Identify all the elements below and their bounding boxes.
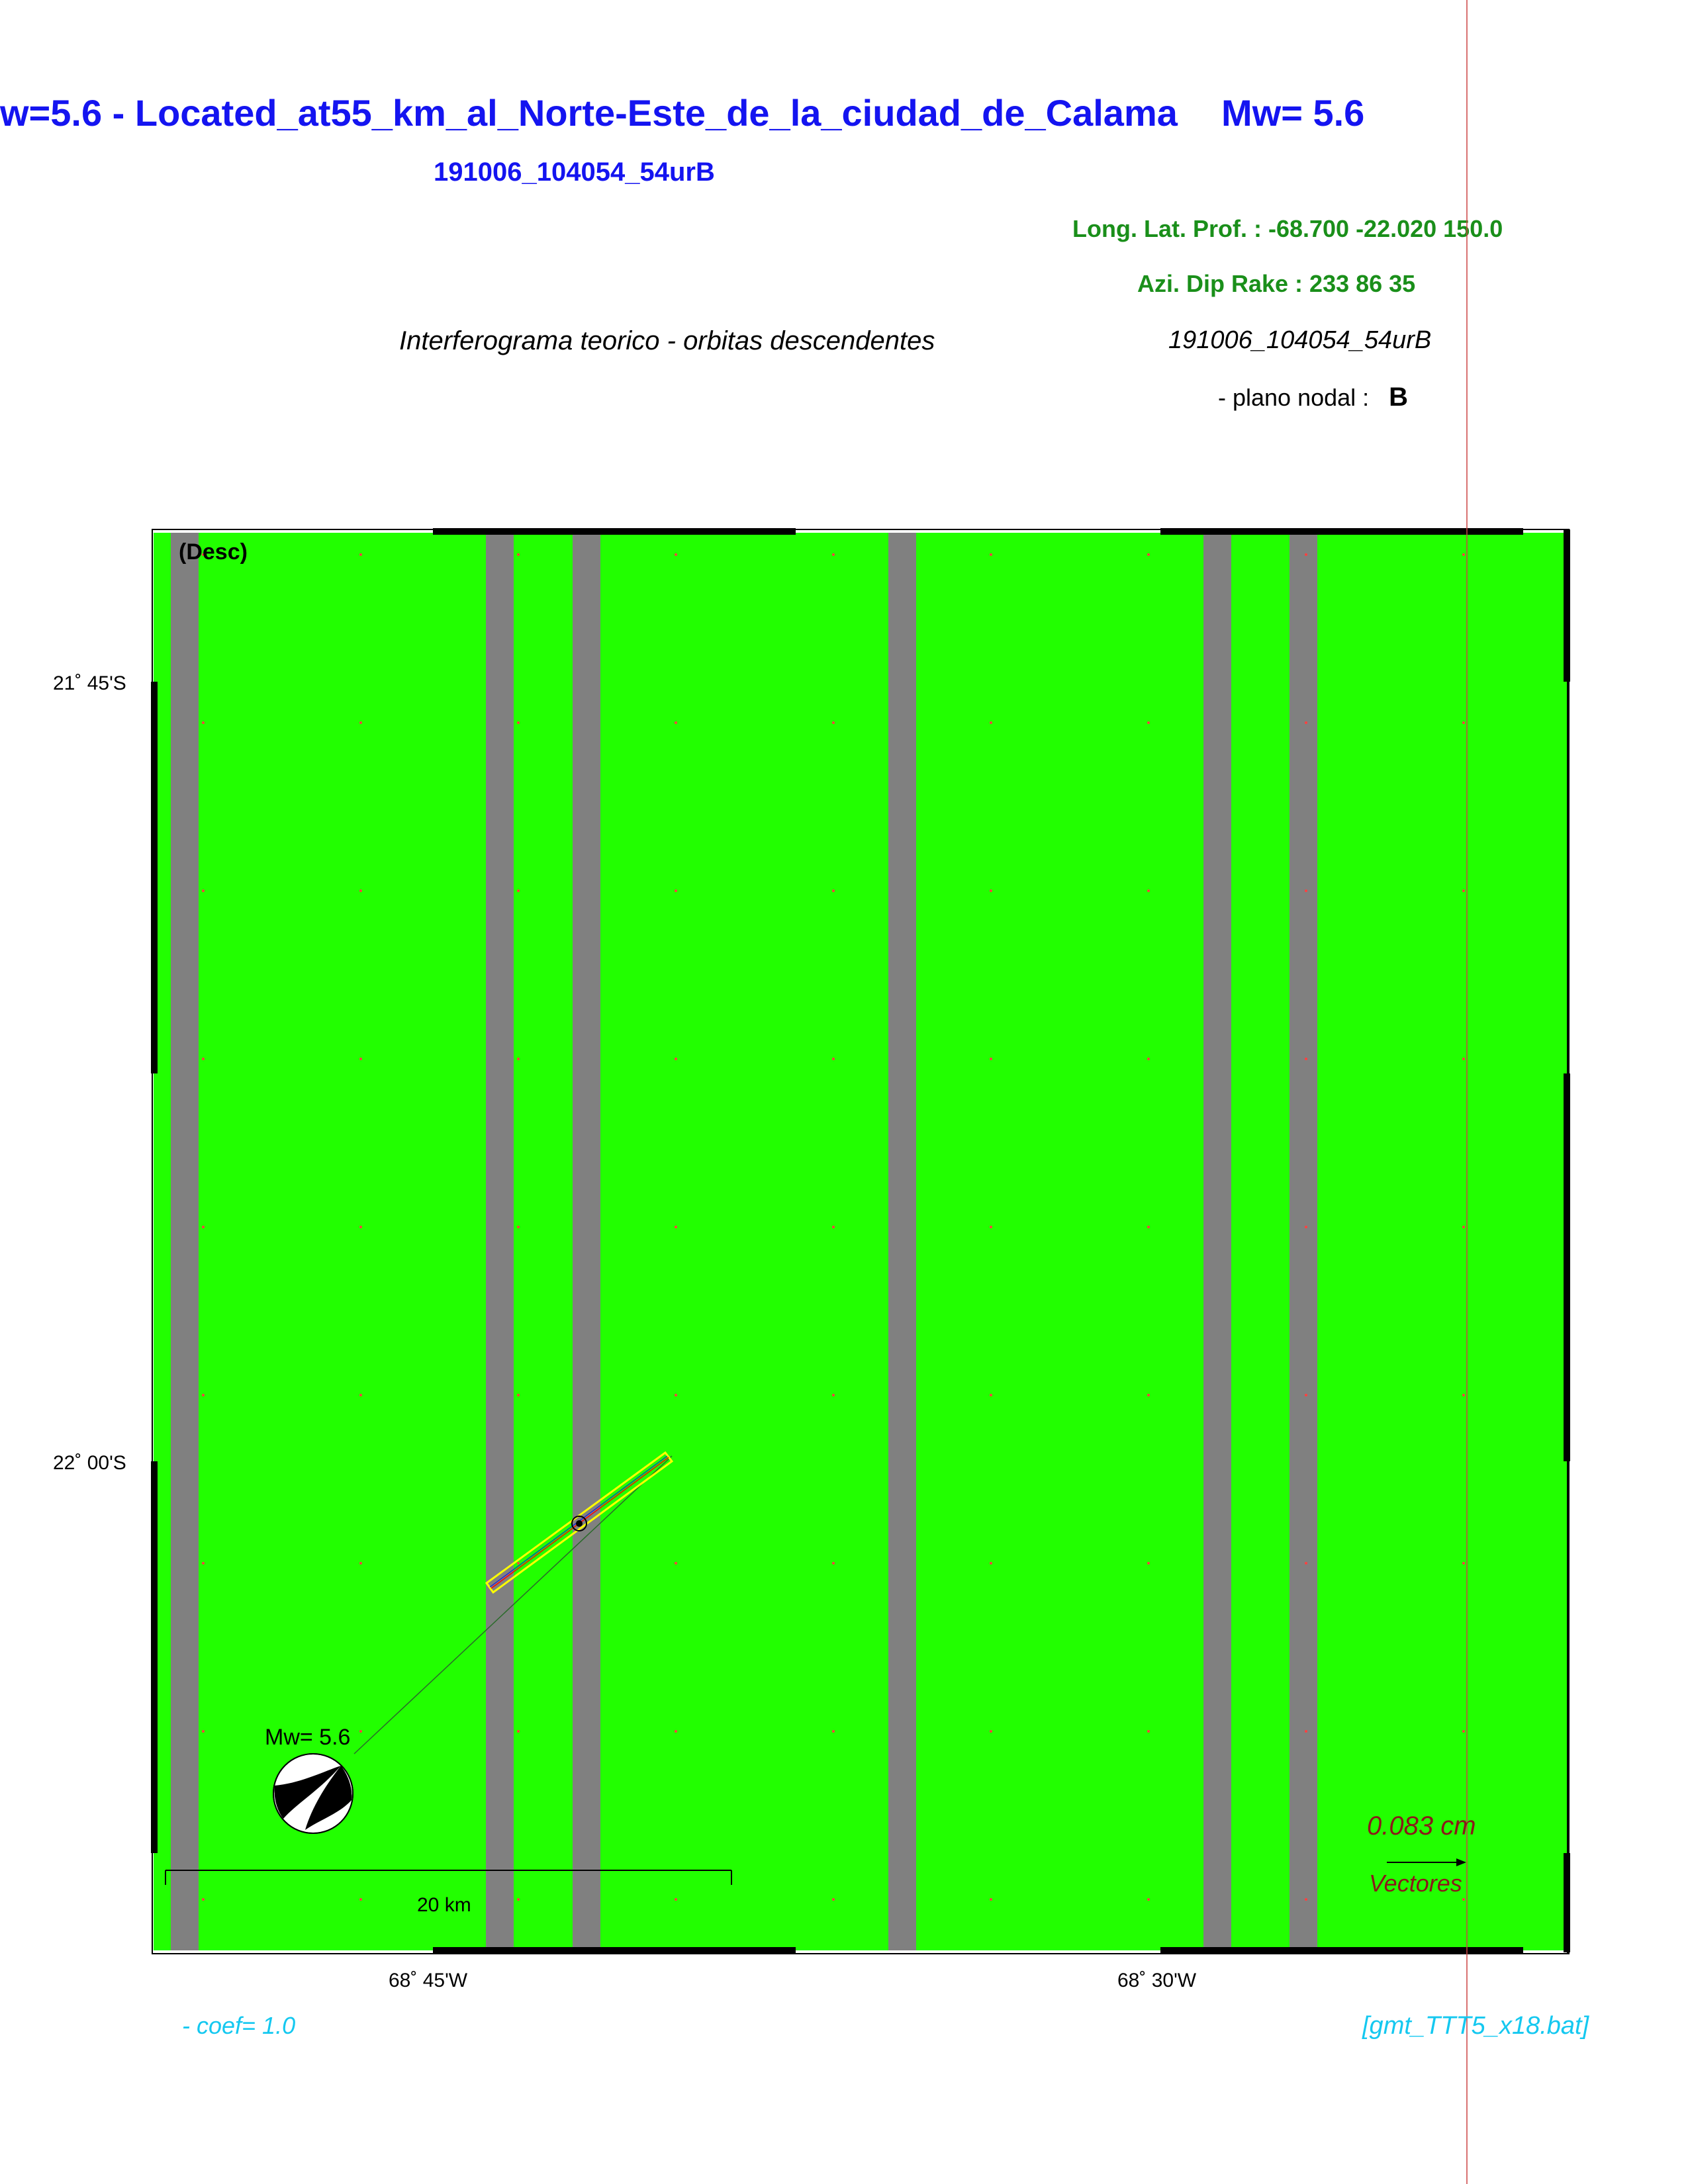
grid-dot: [675, 1730, 677, 1733]
grid-dot: [202, 889, 205, 892]
vector-label: Vectores: [1369, 1870, 1462, 1897]
grid-dot: [202, 1394, 205, 1396]
lon-label-right: 68˚ 30'W: [1117, 1970, 1197, 1991]
grid-dot: [675, 889, 677, 892]
coef-label: - coef= 1.0: [182, 2012, 296, 2039]
grid-dot: [359, 553, 362, 556]
grid-dot: [359, 889, 362, 892]
grid-dot: [202, 1730, 205, 1733]
grid-dot: [832, 889, 835, 892]
lat-label-bottom: 22˚ 00'S: [53, 1452, 126, 1474]
grid-dot: [1305, 1058, 1307, 1060]
fringe-band: [1289, 533, 1317, 1950]
grid-dot: [1462, 553, 1465, 556]
hypocenter-coordinates: Long. Lat. Prof. : -68.700 -22.020 150.0: [1072, 215, 1503, 242]
grid-dot: [832, 1058, 835, 1060]
grid-dot: [359, 1058, 362, 1060]
grid-dot: [1462, 889, 1465, 892]
grid-dot: [517, 889, 520, 892]
grid-dot: [517, 1058, 520, 1060]
grid-dot: [990, 1898, 992, 1901]
plot-title: Interferograma teorico - orbitas descendentes: [399, 326, 935, 355]
grid-dot: [990, 553, 992, 556]
grid-dot: [359, 1730, 362, 1733]
grid-dot: [675, 1226, 677, 1228]
fringe-band: [1203, 533, 1231, 1950]
grid-dot: [1147, 1394, 1150, 1396]
grid-dot: [517, 1730, 520, 1733]
grid-dot: [517, 721, 520, 724]
fringe-band: [888, 533, 916, 1950]
grid-dot: [1462, 1058, 1465, 1060]
grid-dot: [517, 553, 520, 556]
grid-dot: [359, 1394, 362, 1396]
grid-dot: [359, 1898, 362, 1901]
grid-dot: [1147, 889, 1150, 892]
grid-dot: [1462, 1394, 1465, 1396]
grid-dot: [832, 1394, 835, 1396]
grid-dot: [202, 1898, 205, 1901]
grid-dot: [1305, 1562, 1307, 1565]
grid-dot: [675, 1898, 677, 1901]
grid-dot: [1305, 1730, 1307, 1733]
grid-dot: [202, 1058, 205, 1060]
grid-dot: [675, 1562, 677, 1565]
grid-dot: [1462, 1730, 1465, 1733]
fringe-band: [171, 533, 199, 1950]
grid-dot: [832, 1730, 835, 1733]
grid-dot: [990, 1394, 992, 1396]
grid-dot: [517, 1562, 520, 1565]
grid-dot: [675, 1394, 677, 1396]
grid-dot: [832, 721, 835, 724]
nodal-plane-value: B: [1389, 383, 1409, 412]
grid-dot: [1305, 1226, 1307, 1228]
grid-dot: [517, 1898, 520, 1901]
fringe-band: [573, 533, 600, 1950]
grid-dot: [1147, 1898, 1150, 1901]
grid-dot: [990, 889, 992, 892]
grid-dot: [990, 1058, 992, 1060]
grid-dot: [1462, 1898, 1465, 1901]
focal-parameters: Azi. Dip Rake : 233 86 35: [1137, 270, 1416, 297]
grid-dot: [359, 1562, 362, 1565]
grid-dot: [1305, 721, 1307, 724]
grid-dot: [1147, 1562, 1150, 1565]
nodal-plane-text: - plano nodal :: [1218, 384, 1370, 411]
grid-dot: [517, 1226, 520, 1228]
grid-dot: [832, 1898, 835, 1901]
beachball-magnitude: Mw= 5.6: [265, 1725, 351, 1750]
grid-dot: [990, 1562, 992, 1565]
grid-dot: [1462, 721, 1465, 724]
script-name: [gmt_TTT5_x18.bat]: [1362, 2012, 1589, 2040]
grid-dot: [990, 1730, 992, 1733]
event-id-label: 191006_104054_54urB: [1168, 326, 1432, 354]
beachball-icon: [273, 1754, 353, 1833]
grid-dot: [1305, 1394, 1307, 1396]
grid-dot: [1462, 1226, 1465, 1228]
grid-dot: [675, 721, 677, 724]
event-id-subtitle: 191006_104054_54urB: [434, 158, 715, 187]
grid-dot: [832, 1226, 835, 1228]
grid-dot: [359, 1226, 362, 1228]
grid-dot: [1462, 1562, 1465, 1565]
lat-label-top: 21˚ 45'S: [53, 672, 126, 694]
vector-value: 0.083 cm: [1367, 1811, 1476, 1841]
grid-dot: [359, 721, 362, 724]
grid-dot: [517, 1394, 520, 1396]
magnitude-title: Mw= 5.6: [1221, 92, 1365, 134]
grid-dot: [1147, 1058, 1150, 1060]
grid-dot: [202, 1226, 205, 1228]
grid-dot: [675, 553, 677, 556]
scale-label: 20 km: [417, 1894, 471, 1916]
map-title: w=5.6 - Located_at55_km_al_Norte-Este_de_la_ciudad_de_Calama: [0, 92, 1178, 134]
grid-dot: [1305, 1898, 1307, 1901]
grid-dot: [1147, 553, 1150, 556]
grid-dot: [1305, 553, 1307, 556]
panel-label: (Desc): [179, 539, 248, 565]
grid-dot: [1147, 721, 1150, 724]
grid-dot: [1305, 889, 1307, 892]
grid-dot: [202, 721, 205, 724]
grid-dot: [990, 1226, 992, 1228]
grid-dot: [832, 553, 835, 556]
grid-dot: [675, 1058, 677, 1060]
fringe-band: [486, 533, 514, 1950]
map-background: [154, 533, 1567, 1950]
grid-dot: [1147, 1226, 1150, 1228]
grid-dot: [1147, 1730, 1150, 1733]
grid-dot: [990, 721, 992, 724]
grid-dot: [832, 1562, 835, 1565]
lon-label-left: 68˚ 45'W: [389, 1970, 468, 1991]
grid-dot: [202, 1562, 205, 1565]
